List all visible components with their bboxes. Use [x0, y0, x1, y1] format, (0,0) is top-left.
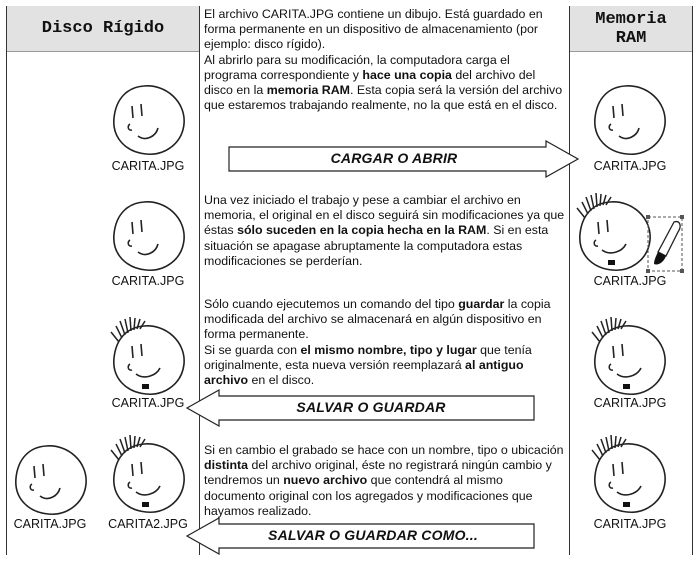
paragraph-block-2 [204, 193, 566, 269]
paragraph-1-text-a: Al abrirlo para su modificación, la computadora carga el programa correspondiente y [204, 52, 510, 82]
carita-ram-row1-label: CARITA.JPG [593, 159, 667, 173]
carita2-disk-row4 [108, 434, 190, 518]
paragraph-1-text-e: . Esta copia será la versión del archivo que estaremos trabajando realmente, no la que está en el disco. [204, 83, 563, 113]
right-column-divider [569, 6, 570, 555]
header-memoria-ram [570, 6, 692, 52]
carita-disk-row3 [108, 316, 190, 400]
carita-ram-row4 [589, 434, 671, 518]
carita-ram-row4-label: CARITA.JPG [593, 517, 667, 531]
header-ram-label: RAM [615, 28, 647, 48]
paragraph-3-bold-old: al antiguo archivo [204, 357, 524, 388]
right-column-border [692, 6, 693, 555]
paragraph-3-text-d: Si se guarda con [204, 342, 301, 357]
carita-disk-row4-label: CARITA.JPG [13, 517, 87, 531]
paragraph-block-1 [204, 7, 566, 113]
header-disco-rigido-label: Disco Rígido [41, 19, 165, 38]
header-disco-rigido [7, 6, 199, 52]
paragraph-1-open [204, 53, 566, 114]
paragraph-3-part-2 [204, 343, 566, 389]
carita2-disk-row4-label: CARITA2.JPG [108, 517, 188, 531]
carita-disk-row2-label: CARITA.JPG [111, 274, 185, 288]
paragraph-4-text-a: Si en cambio el grabado se hace con un nombre, tipo o ubicación [204, 443, 564, 457]
paragraph-3-text-a: Sólo cuando ejecutemos un comando del tipo [204, 297, 459, 311]
carita-disk-row2 [108, 196, 190, 276]
paragraph-3-text-f: que tenía originalmente, esta nueva versión reemplazará [204, 342, 532, 372]
paragraph-2-text-c: . Si en esta situación se apagase abruptamente la computadora estas modificaciones se perderían. [204, 223, 549, 268]
carita-ram-row2-label: CARITA.JPG [593, 274, 667, 288]
paragraph-4-bold-nuevo: nuevo archivo [283, 473, 368, 488]
paragraph-4-text-c: del archivo original, éste no registrará ningún cambio y tendremos un [204, 458, 552, 488]
paragraph-2-text-a: Una vez iniciado el trabajo y pese a cambiar el archivo en memoria, el original en el disco seguirá sin modificaciones ya que éstas [204, 193, 565, 238]
paragraph-1-bold-copy: hace una copia [362, 67, 452, 82]
paragraph-1-text-c: del archivo del disco en la [204, 67, 536, 98]
carita-disk-row3-label: CARITA.JPG [111, 396, 185, 410]
paragraph-4-bold-distinta: distinta [204, 458, 249, 473]
paragraph-3-text-c: la copia modificada del archivo se almacenará en algún dispositivo en forma permanente. [204, 297, 551, 342]
carita-ram-row3-label: CARITA.JPG [593, 396, 667, 410]
paragraph-3-bold-guardar: guardar [458, 297, 505, 311]
paragraph-3-part-1 [204, 297, 566, 343]
load-arrow-label: CARGAR O ABRIR [330, 150, 458, 166]
paragraph-4-text-e: que contendrá al mismo documento original con los agregados y modificaciones que hayamos realizado. [204, 473, 533, 518]
paragraph-3-text-h: en el disco. [248, 373, 315, 388]
left-column-border [6, 6, 7, 555]
paragraph-1-intro: El archivo CARITA.JPG contiene un dibujo. Está guardado en forma permanente en un dispositivo de almacenamiento (por ejemplo: disco rígido). [204, 7, 543, 52]
save-arrow-label: SALVAR O GUARDAR [296, 399, 446, 415]
left-column-divider [199, 6, 200, 555]
carita-disk-row1-label: CARITA.JPG [111, 159, 185, 173]
paragraph-3-bold-same: el mismo nombre, tipo y lugar [300, 342, 477, 357]
carita-disk-row4-original [10, 440, 92, 520]
paragraph-block-3 [204, 297, 566, 388]
paragraph-block-4 [204, 443, 566, 519]
paragraph-2-bold: sólo suceden en la copia hecha en la RAM [237, 223, 487, 238]
header-memoria-label: Memoria [595, 9, 667, 29]
carita-ram-row3 [589, 316, 671, 400]
carita-ram-row2-editing [574, 190, 686, 278]
carita-ram-row1 [589, 80, 671, 160]
save-as-arrow-label: SALVAR O GUARDAR COMO... [268, 527, 478, 543]
paragraph-1-bold-ram: memoria RAM [266, 83, 350, 98]
carita-disk-row1 [108, 80, 190, 160]
